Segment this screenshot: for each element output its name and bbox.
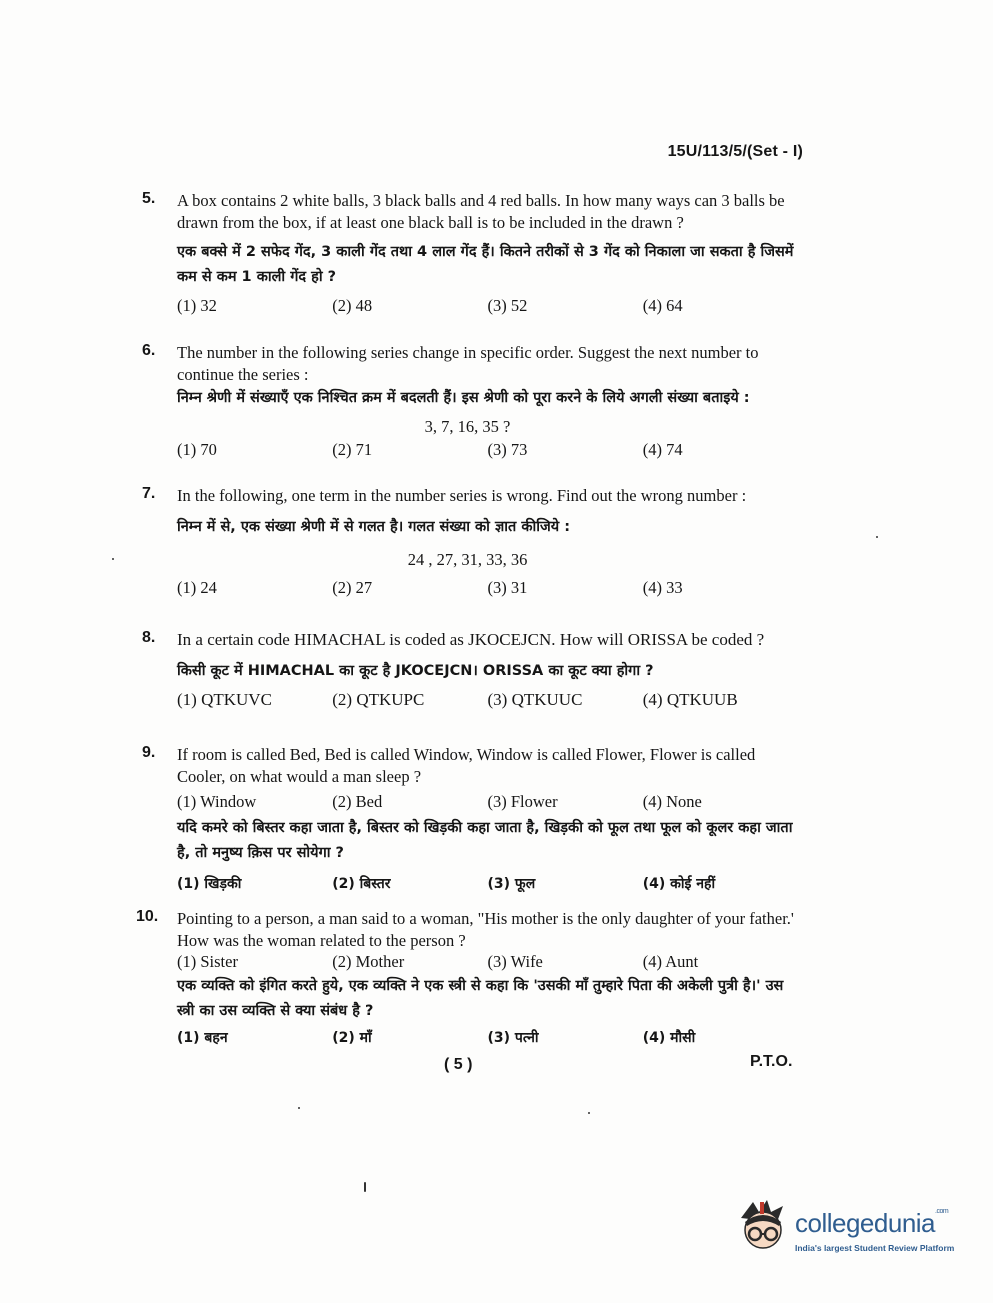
brand-name bbox=[795, 1208, 948, 1239]
question-text-hi: निम्न में से, एक संख्या श्रेणी में से गलत है। गलत संख्या को ज्ञात कीजिये : bbox=[177, 519, 571, 535]
options bbox=[177, 578, 798, 598]
option-4-hi: (4) मौसी bbox=[642, 1030, 696, 1046]
option-4: (4) QTKUUB bbox=[642, 690, 738, 709]
question-5 bbox=[142, 190, 798, 316]
option-1: (1) 32 bbox=[177, 296, 217, 315]
scan-speck bbox=[298, 1107, 300, 1109]
scan-speck bbox=[876, 536, 878, 538]
number-series: 3, 7, 16, 35 ? bbox=[424, 417, 511, 436]
question-number: 7. bbox=[142, 485, 156, 502]
scan-speck bbox=[364, 1182, 366, 1192]
mascot-icon bbox=[733, 1196, 793, 1260]
brand-suffix: .com bbox=[935, 1208, 949, 1215]
options bbox=[177, 792, 798, 812]
option-4: (4) 74 bbox=[642, 440, 683, 459]
question-text-hi: यदि कमरे को बिस्तर कहा जाता है, बिस्तर को खिड़की कहा जाता है, खिड़की को फूल तथा फूल को कूलर कहा जाता है, तो मनुष्य क़िस पर सोयेगा ? bbox=[177, 820, 793, 861]
question-10 bbox=[136, 908, 798, 1047]
options bbox=[177, 296, 798, 316]
option-2: (2) QTKUPC bbox=[332, 690, 425, 709]
option-2: (2) Bed bbox=[332, 792, 383, 811]
option-4: (4) 64 bbox=[642, 296, 683, 315]
options bbox=[177, 690, 798, 710]
option-4-hi: (4) कोई नहीं bbox=[642, 876, 716, 892]
question-7 bbox=[142, 485, 798, 598]
scan-speck bbox=[588, 1112, 590, 1114]
option-1-hi: (1) खिड़की bbox=[177, 876, 242, 892]
option-3-hi: (3) फूल bbox=[487, 876, 536, 892]
option-1: (1) 24 bbox=[177, 578, 217, 597]
question-text-en: Pointing to a person, a man said to a woman, "His mother is the only daughter of your father.' How was the woman related to the person ? bbox=[177, 909, 794, 950]
option-1: (1) 70 bbox=[177, 440, 217, 459]
question-number: 5. bbox=[142, 190, 156, 207]
option-4: (4) 33 bbox=[642, 578, 683, 597]
question-8 bbox=[142, 629, 798, 710]
pto-label: P.T.O. bbox=[750, 1053, 793, 1070]
question-text-hi: किसी कूट में HIMACHAL का कूट है JKOCEJCN। ORISSA का कूट क्या होगा ? bbox=[177, 663, 654, 679]
option-1-hi: (1) बहन bbox=[177, 1030, 228, 1046]
option-3-hi: (3) पत्नी bbox=[487, 1030, 539, 1046]
question-text-en: The number in the following series change in specific order. Suggest the next number to continue the series : bbox=[177, 343, 759, 384]
option-1: (1) Window bbox=[177, 792, 257, 811]
question-text-hi: निम्न श्रेणी में संख्याएँ एक निश्चित क्रम में बदलती हैं। इस श्रेणी को पूरा करने के लिये अगली संख्या बताइये : bbox=[177, 390, 750, 406]
question-number: 8. bbox=[142, 629, 156, 646]
options bbox=[177, 952, 798, 972]
option-2: (2) 48 bbox=[332, 296, 373, 315]
question-text-en: A box contains 2 white balls, 3 black balls and 4 red balls. In how many ways can 3 balls be drawn from the box, if at least one black ball is to be included in the drawn ? bbox=[177, 191, 785, 232]
question-6 bbox=[142, 342, 798, 460]
brand-word: collegedunia bbox=[795, 1208, 936, 1238]
question-text-hi: एक बक्से में 2 सफेद गेंद, 3 काली गेंद तथा 4 लाल गेंद हैं। कितने तरीकों से 3 गेंद को निकाला जा सकता है जिसमें कम से कम 1 काली गेंद हो ? bbox=[177, 244, 794, 285]
question-number: 10. bbox=[136, 908, 159, 925]
option-3: (3) Flower bbox=[487, 792, 558, 811]
option-4: (4) Aunt bbox=[642, 952, 699, 971]
option-1: (1) Sister bbox=[177, 952, 238, 971]
options bbox=[177, 440, 798, 460]
collegedunia-logo bbox=[733, 1196, 963, 1266]
option-4: (4) None bbox=[642, 792, 702, 811]
option-3: (3) 73 bbox=[487, 440, 528, 459]
question-text-en: In the following, one term in the number series is wrong. Find out the wrong number : bbox=[177, 486, 747, 505]
options-hi bbox=[177, 874, 798, 893]
page-number: ( 5 ) bbox=[444, 1056, 473, 1073]
option-2: (2) Mother bbox=[332, 952, 405, 971]
question-number: 9. bbox=[142, 744, 156, 761]
option-3: (3) 52 bbox=[487, 296, 528, 315]
number-series: 24 , 27, 31, 33, 36 bbox=[407, 550, 528, 569]
question-text-en: If room is called Bed, Bed is called Window, Window is called Flower, Flower is called Cooler, on what would a man sleep ? bbox=[177, 745, 756, 786]
option-3: (3) Wife bbox=[487, 952, 543, 971]
option-2-hi: (2) माँ bbox=[332, 1030, 372, 1046]
question-text-hi: एक व्यक्ति को इंगित करते हुये, एक व्यक्ति ने एक स्त्री से कहा कि 'उसकी माँ तुम्हारे पिता की अकेली पुत्री है।' उस स्त्री का उस व्यक्ति से क्या संबंध है ? bbox=[177, 978, 784, 1019]
set-code: 15U/113/5/(Set - I) bbox=[667, 143, 803, 160]
option-3: (3) 31 bbox=[487, 578, 528, 597]
question-9 bbox=[142, 744, 798, 893]
brand-tagline: India's largest Student Review Platform bbox=[795, 1243, 955, 1253]
option-2: (2) 71 bbox=[332, 440, 373, 459]
options-hi bbox=[177, 1028, 798, 1047]
question-text-en: In a certain code HIMACHAL is coded as JKOCEJCN. How will ORISSA be coded ? bbox=[177, 630, 765, 649]
question-number: 6. bbox=[142, 342, 156, 359]
option-2: (2) 27 bbox=[332, 578, 373, 597]
scan-speck bbox=[112, 558, 114, 560]
option-1: (1) QTKUVC bbox=[177, 690, 272, 709]
option-2-hi: (2) बिस्तर bbox=[332, 876, 391, 892]
option-3: (3) QTKUUC bbox=[487, 690, 583, 709]
